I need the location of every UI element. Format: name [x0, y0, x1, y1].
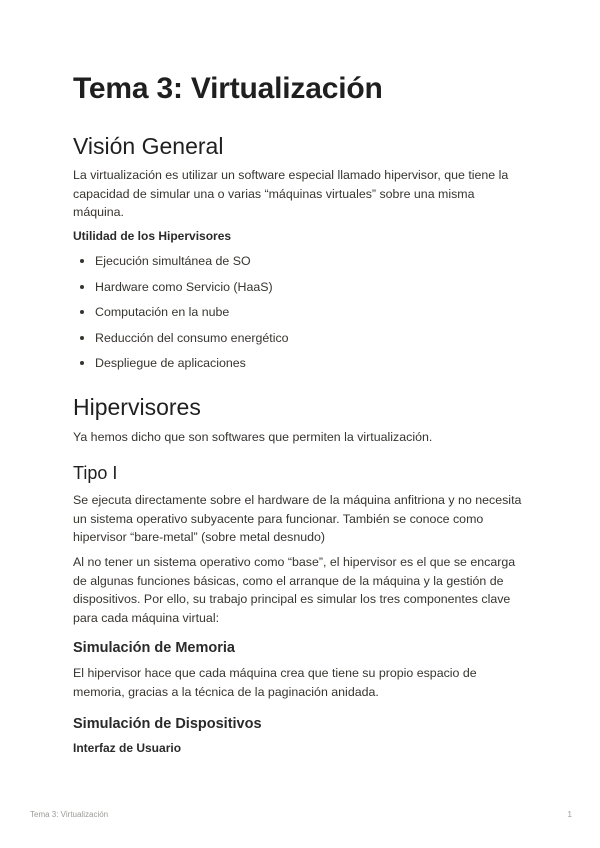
vision-intro-paragraph: La virtualización es utilizar un software especial llamado hipervisor, que tiene la capacidad de simular una o varias “máquinas virtuales” sobre una misma máquina.: [73, 168, 509, 219]
footer-title: Tema 3: Virtualización: [30, 810, 109, 819]
list-item: Hardware como Servicio (HaaS): [73, 278, 289, 304]
list-item: Despliegue de aplicaciones: [73, 354, 289, 380]
utility-list: [73, 252, 289, 380]
page-number: 1: [567, 810, 572, 819]
interfaz-usuario-heading: Interfaz de Usuario: [73, 741, 182, 755]
list-item: Reducción del consumo energético: [73, 329, 289, 355]
tipo1-paragraph-1: Se ejecuta directamente sobre el hardware de la máquina anfitriona y no necesita un sistema operativo subyacente para funcionar. También se conoce como hipervisor “bare-metal” (sobre metal desnudo): [73, 493, 522, 544]
page-title: Tema 3: Virtualización: [73, 72, 383, 105]
utility-heading: Utilidad de los Hipervisores: [73, 229, 232, 243]
subsection-heading-tipo1: Tipo I: [73, 463, 118, 483]
hipervisores-intro-paragraph: Ya hemos dicho que son softwares que permiten la virtualización.: [73, 430, 433, 444]
list-item: Ejecución simultánea de SO: [73, 252, 289, 278]
memoria-paragraph: El hipervisor hace que cada máquina crea que tiene su propio espacio de memoria, gracias a la técnica de la paginación anidada.: [73, 666, 477, 699]
heading-simulacion-memoria: Simulación de Memoria: [73, 640, 235, 656]
list-item: Computación en la nube: [73, 303, 289, 329]
heading-simulacion-dispositivos: Simulación de Dispositivos: [73, 716, 262, 732]
section-heading-hipervisores: Hipervisores: [73, 394, 201, 420]
tipo1-paragraph-2: Al no tener un sistema operativo como “base”, el hipervisor es el que se encarga de algunas funciones básicas, como el arranque de la máquina y la gestión de dispositivos. Por ello, su trabajo principal es simular los tres componentes clave para cada máquina virtual:: [73, 555, 516, 625]
section-heading-vision: Visión General: [73, 133, 224, 159]
